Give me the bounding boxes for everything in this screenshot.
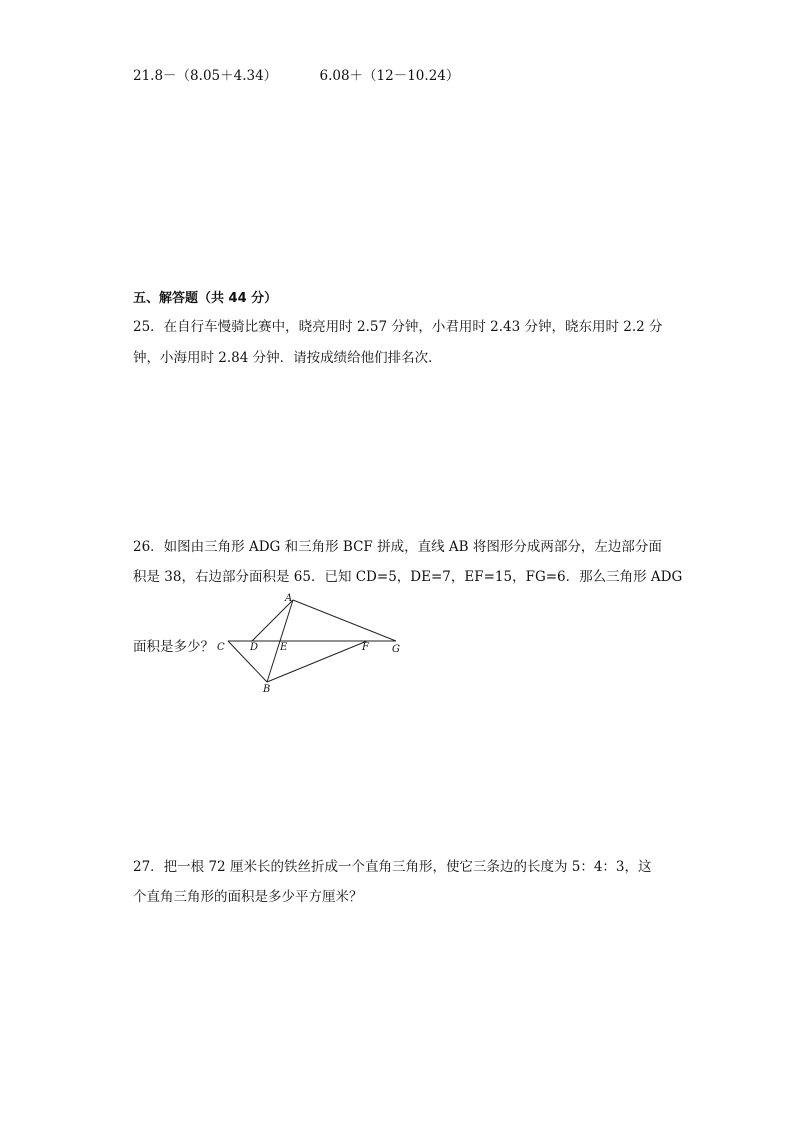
section-heading: 五、解答题（共 44 分） <box>133 291 278 306</box>
calculation-expressions <box>133 66 459 86</box>
geometry-figure-svg <box>215 590 415 695</box>
expression-2: 6.08＋（12－10.24） <box>319 68 460 84</box>
label-e: E <box>280 642 288 653</box>
label-a: A <box>285 593 293 604</box>
label-d: D <box>250 642 259 653</box>
question-25-line-1: 25．在自行车慢骑比赛中，晓亮用时 2.57 分钟，小君用时 2.43 分钟，晓东用时 2.2 分 <box>133 319 663 335</box>
question-26-line-1: 26．如图由三角形 ADG 和三角形 BCF 拼成，直线 AB 将图形分成两部分，左边部分面 <box>133 539 662 555</box>
question-27-line-2: 个直角三角形的面积是多少平方厘米？ <box>133 889 363 905</box>
question-26-line-2: 积是 38，右边部分面积是 65．已知 CD=5，DE=7，EF=15，FG=6．那么三角形 ADG <box>133 569 683 585</box>
label-g: G <box>392 644 400 655</box>
question-27-line-1: 27．把一根 72 厘米长的铁丝折成一个直角三角形，使它三条边的长度为 5：4：3，这 <box>133 859 652 875</box>
label-b: B <box>263 684 271 695</box>
geometry-figure <box>215 590 415 695</box>
segment-c-b <box>228 641 267 682</box>
segment-a-g <box>293 600 396 641</box>
expression-1: 21.8－（8.05＋4.34） <box>133 68 278 84</box>
question-26-line-3: 面积是多少？ <box>133 639 214 655</box>
label-c: C <box>217 642 225 653</box>
question-25-line-2: 钟，小海用时 2.84 分钟．请按成绩给他们排名次． <box>133 350 442 366</box>
label-f: F <box>362 642 369 653</box>
